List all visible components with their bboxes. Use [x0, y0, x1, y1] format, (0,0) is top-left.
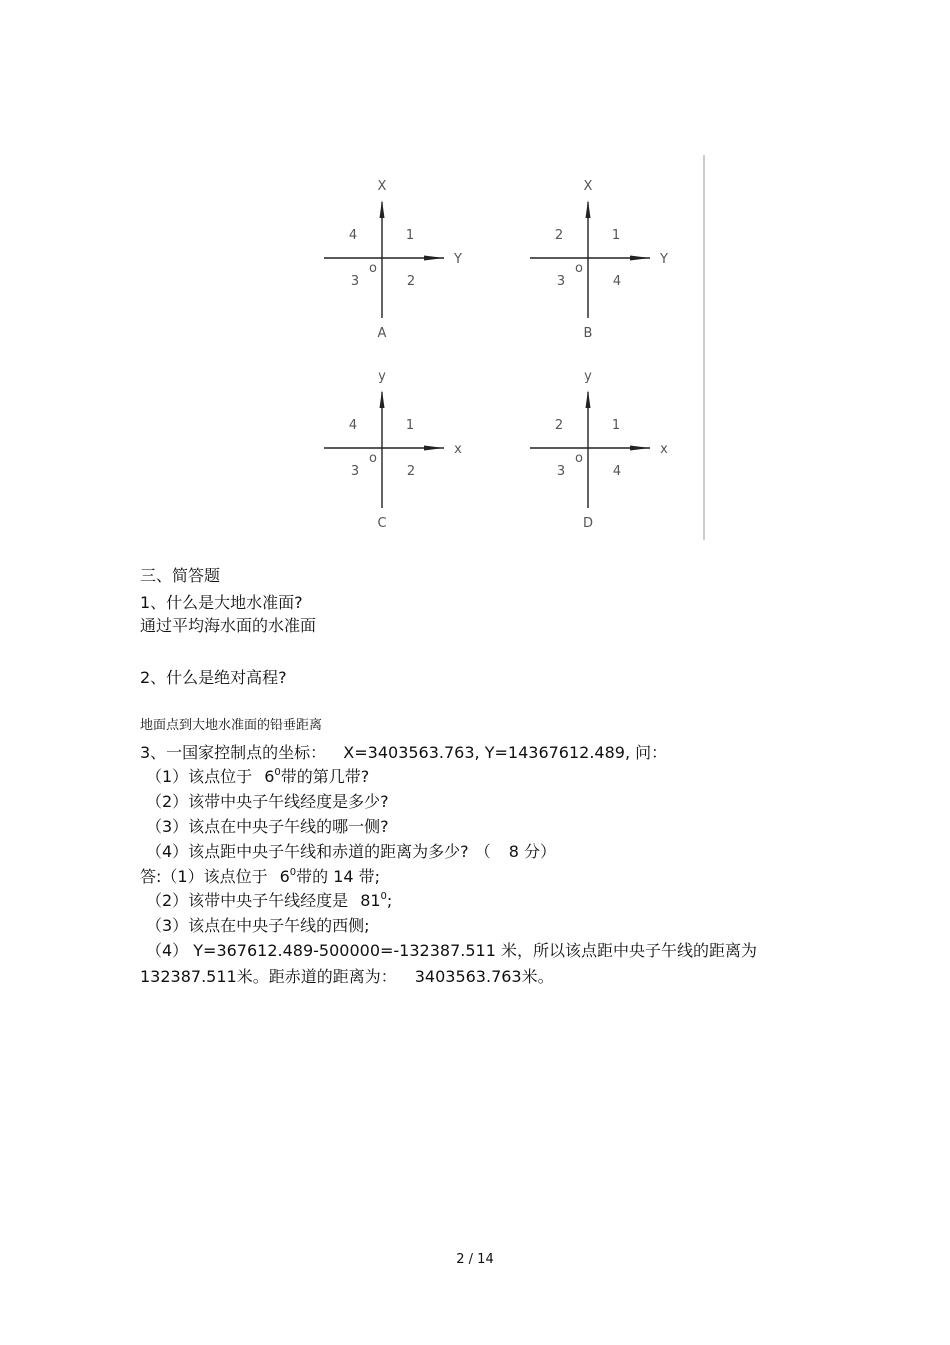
a1-rest: 带的 14 带;	[296, 867, 381, 886]
panel-b-caption: B	[583, 326, 593, 341]
q3-sub4-score: 8 分）	[508, 842, 556, 861]
panel-c-vertical-axis-label: y	[378, 369, 386, 384]
q3-sub4-paren: （	[474, 842, 491, 861]
a1-zone: 6	[279, 867, 290, 886]
a2-longitude: 81	[360, 891, 381, 910]
panel-d-quadrant-top-left: 2	[554, 418, 564, 433]
panel-d-origin: o	[575, 451, 583, 466]
q3-sub1-degree: 0	[274, 767, 281, 778]
q3-sub1-text: （1）该点位于	[146, 767, 253, 786]
a5-text: 132387.511米。距赤道的距离为：	[140, 967, 397, 986]
panel-a-quadrant-bottom-right: 2	[406, 274, 416, 289]
panel-a-vertical-axis-label: X	[377, 179, 387, 194]
panel-c-quadrant-bottom-right: 2	[406, 464, 416, 479]
a2-text: （2）该带中央子午线经度是	[146, 891, 349, 910]
panel-c-quadrant-bottom-left: 3	[350, 464, 360, 479]
question-1: 1、什么是大地水准面?	[140, 593, 303, 612]
panel-c-origin: o	[369, 451, 377, 466]
coordinate-system-figure	[303, 155, 706, 540]
panel-a-horizontal-axis-label: Y	[454, 252, 462, 267]
answer-3-line5	[140, 967, 554, 987]
panel-c-vertical-arrow	[380, 390, 385, 408]
a1-text: 答:（1）该点位于	[140, 867, 268, 886]
panel-d-vertical-axis-label: y	[584, 369, 592, 384]
answer-2: 地面点到大地水准面的铅垂距离	[140, 718, 323, 733]
panel-b-quadrant-bottom-left: 3	[556, 274, 566, 289]
question-3-sub4	[146, 842, 556, 862]
panel-c-quadrant-top-right: 1	[405, 418, 415, 433]
answer-3-line4: （4） Y=367612.489-500000=-132387.511 米，所以该点距中央子午线的距离为	[146, 941, 757, 960]
panel-d-horizontal-axis-label: x	[660, 442, 668, 457]
a1-degree: 0	[289, 867, 297, 878]
question-3-sub1	[146, 767, 369, 787]
q3-y-coordinate: Y=14367612.489,	[484, 743, 631, 762]
answer-3-line2	[146, 891, 392, 911]
panel-d-quadrant-bottom-left: 3	[556, 464, 566, 479]
question-2: 2、什么是绝对高程?	[140, 668, 287, 687]
panel-a-horizontal-arrow	[424, 256, 444, 261]
panel-b-quadrant-bottom-right: 4	[612, 274, 622, 289]
question-3-sub3: （3）该点在中央子午线的哪一侧?	[146, 817, 389, 836]
page-number: 2 / 14	[456, 1252, 494, 1267]
question-3-sub2: （2）该带中央子午线经度是多少?	[146, 792, 389, 811]
answer-3-line3: （3）该点在中央子午线的西侧;	[146, 916, 370, 935]
panel-b-quadrant-top-right: 1	[611, 228, 621, 243]
panel-c-quadrant-top-left: 4	[348, 418, 358, 433]
panel-a-quadrant-bottom-left: 3	[350, 274, 360, 289]
panel-a-vertical-arrow	[380, 200, 385, 218]
panel-a-quadrant-top-left: 4	[348, 228, 358, 243]
a2-degree: 0	[380, 891, 387, 902]
q3-ask: 问：	[635, 743, 668, 762]
coordinate-diagrams	[303, 155, 706, 540]
q3-sub1-zone: 6	[264, 767, 275, 786]
panel-b-origin: o	[575, 261, 583, 276]
q3-sub1-rest: 带的第几带?	[280, 767, 370, 786]
panel-d-vertical-arrow	[586, 390, 591, 408]
panel-b-horizontal-arrow	[630, 256, 650, 261]
panel-d-caption: D	[582, 516, 594, 531]
panel-a-quadrant-top-right: 1	[405, 228, 415, 243]
a5-distance: 3403563.763米。	[414, 967, 554, 986]
section-title: 三、简答题	[140, 566, 221, 585]
a2-rest: ;	[386, 891, 393, 910]
answer-1: 通过平均海水面的水准面	[140, 616, 317, 635]
panel-c-horizontal-axis-label: x	[454, 442, 462, 457]
q3-sub4-text: （4）该点距中央子午线和赤道的距离为多少?	[146, 842, 469, 861]
panel-b-quadrant-top-left: 2	[554, 228, 564, 243]
q3-x-coordinate: X=3403563.763,	[343, 743, 480, 762]
panel-c-horizontal-arrow	[424, 446, 444, 451]
panel-c-caption: C	[377, 516, 387, 531]
panel-a-origin: o	[369, 261, 377, 276]
panel-b-vertical-axis-label: X	[583, 179, 593, 194]
question-3-intro	[140, 743, 667, 763]
panel-b-horizontal-axis-label: Y	[660, 252, 668, 267]
q3-intro-label: 3、一国家控制点的坐标：	[140, 743, 327, 762]
panel-d-quadrant-top-right: 1	[611, 418, 621, 433]
panel-b-vertical-arrow	[586, 200, 591, 218]
panel-d-horizontal-arrow	[630, 446, 650, 451]
panel-a-caption: A	[377, 326, 387, 341]
panel-d-quadrant-bottom-right: 4	[612, 464, 622, 479]
answer-3-line1	[140, 867, 380, 887]
